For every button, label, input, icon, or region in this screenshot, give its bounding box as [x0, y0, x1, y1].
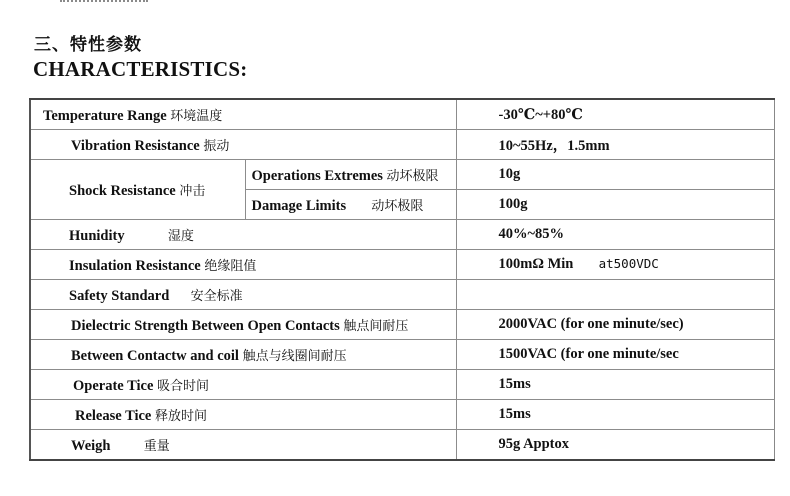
vibration-label-cell [30, 130, 456, 160]
insulation-value: 100mΩ Min [498, 256, 574, 272]
shock-label-cell [30, 160, 245, 220]
insulation-label: Insulation Resistance [69, 257, 201, 274]
table-row-shock-operations [30, 160, 774, 190]
temperature-label-cn: 环境温度 [170, 108, 223, 124]
insulation-label-cn: 绝缘阻值 [204, 258, 257, 274]
insulation-value-suffix: at500VDC [598, 256, 659, 271]
top-edge-fragment [60, 0, 148, 5]
weigh-label-cell [30, 430, 456, 461]
operate-label: Operate Tice [73, 377, 154, 394]
operate-value: 15ms [456, 370, 774, 400]
safety-label: Safety Standard [69, 287, 170, 304]
characteristics-table [29, 98, 775, 461]
insulation-value-cell [456, 250, 774, 280]
vibration-label-cn: 振动 [203, 138, 230, 154]
humidity-label: Hunidity [69, 227, 125, 244]
weigh-value: 95g Apptox [456, 430, 774, 461]
weigh-label-cn: 重量 [143, 438, 170, 454]
table-row-humidity [30, 220, 774, 250]
operations-extremes-label: Operations Extremes [251, 167, 383, 184]
dielectric-open-value: 2000VAC (for one minute/sec) [456, 310, 774, 340]
table-row-insulation [30, 250, 774, 280]
release-label: Release Tice [75, 407, 152, 424]
damage-limits-label: Damage Limits [251, 197, 347, 214]
release-label-cn: 释放时间 [155, 408, 208, 424]
table-row-operate [30, 370, 774, 400]
operations-extremes-label-cn: 动坏极限 [386, 168, 439, 184]
table-row-safety [30, 280, 774, 310]
humidity-label-cn: 湿度 [167, 228, 194, 244]
section-heading-english: CHARACTERISTICS: [33, 57, 248, 81]
dielectric-open-label-cell [30, 310, 456, 340]
temperature-label: Temperature Range [43, 107, 167, 124]
shock-label-cn: 冲击 [179, 183, 206, 199]
safety-label-cn: 安全标准 [190, 288, 243, 304]
damage-limits-value: 100g [456, 190, 774, 220]
release-label-cell [30, 400, 456, 430]
release-value: 15ms [456, 400, 774, 430]
table-row-vibration [30, 130, 774, 160]
table-row-release [30, 400, 774, 430]
operations-extremes-label-cell [245, 160, 456, 190]
section-heading-chinese: 三、特性参数 [34, 35, 142, 55]
humidity-label-cell [30, 220, 456, 250]
safety-label-cell [30, 280, 456, 310]
humidity-value: 40%~85% [456, 220, 774, 250]
insulation-label-cell [30, 250, 456, 280]
shock-label: Shock Resistance [69, 182, 176, 199]
dielectric-coil-label-cn: 触点与线圈间耐压 [242, 348, 347, 364]
dielectric-coil-label-cell [30, 340, 456, 370]
damage-limits-label-cn: 动坏极限 [371, 198, 424, 214]
operate-label-cn: 吸合时间 [157, 378, 210, 394]
table-row-dielectric-coil [30, 340, 774, 370]
dielectric-coil-value: 1500VAC (for one minute/sec [456, 340, 774, 370]
table-row-dielectric-open [30, 310, 774, 340]
dielectric-coil-label: Between Contactw and coil [71, 347, 239, 364]
dielectric-open-label-cn: 触点间耐压 [343, 318, 409, 334]
vibration-label: Vibration Resistance [71, 137, 200, 154]
vibration-value: 10~55Hz，1.5mm [456, 130, 774, 160]
table-row-weigh [30, 430, 774, 461]
operate-label-cell [30, 370, 456, 400]
temperature-value: -30℃~+80℃ [456, 99, 774, 130]
safety-value [456, 280, 774, 310]
operations-extremes-value: 10g [456, 160, 774, 190]
table-row-temperature [30, 99, 774, 130]
temperature-label-cell [30, 99, 456, 130]
damage-limits-label-cell [245, 190, 456, 220]
dielectric-open-label: Dielectric Strength Between Open Contacts [71, 317, 340, 334]
weigh-label: Weigh [71, 437, 111, 454]
